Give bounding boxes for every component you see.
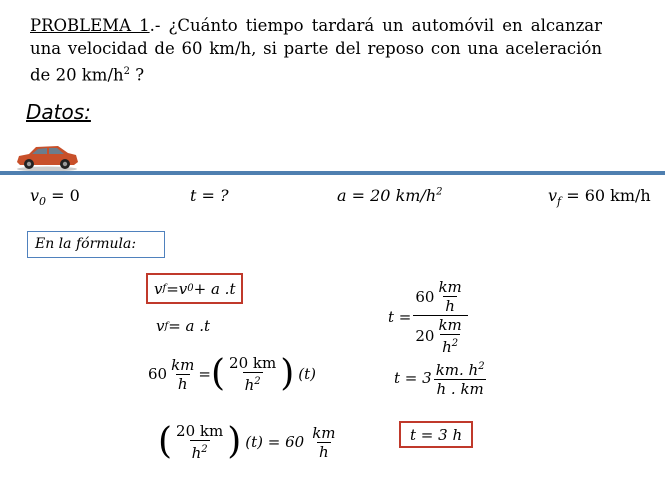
- problem-exponent: 2: [123, 66, 131, 77]
- problem-statement: [30, 14, 602, 87]
- var-a: a = 20 $km/h^2$: [337, 186, 443, 205]
- equation-3: 60 $\frac{km}{h}$ = ( $\frac{20 km}{h^2}$ ) (t): [148, 353, 316, 394]
- equation-7-result: t = 3 h: [399, 421, 473, 448]
- formula-label: En la fórmula:: [35, 236, 137, 252]
- datos-heading: Datos:: [26, 100, 91, 124]
- problem-title: PROBLEMA 1: [30, 16, 150, 35]
- equation-4: ( $\frac{20 km}{h^2}$ ) (t) = 60 $\frac{km}{h}$: [158, 421, 336, 462]
- var-v0: $v_0 = 0$: [30, 186, 80, 209]
- equation-6: t = 3 $\frac{km. h^2}{h . km}$: [394, 361, 485, 398]
- equation-1-boxed: v f = v 0 + a .t: [146, 273, 243, 304]
- problem-text: .- ¿Cuánto tiempo tardará un automóvil en alcanzar una velocidad de 60 km/h, si parte del reposo con una aceleración de 20 km/h: [30, 16, 602, 85]
- road-line: [0, 171, 665, 175]
- equation-2: v f = a .t: [156, 317, 211, 335]
- var-vf: $v_f = 60$ km/h: [548, 186, 651, 209]
- formula-label-box: [27, 231, 165, 258]
- equation-5: t = 60 $\frac{km}{h}$ 20 $\frac{km}{h^2}$: [388, 278, 470, 356]
- problem-end: ?: [130, 65, 145, 85]
- var-t: t = ?: [190, 186, 229, 205]
